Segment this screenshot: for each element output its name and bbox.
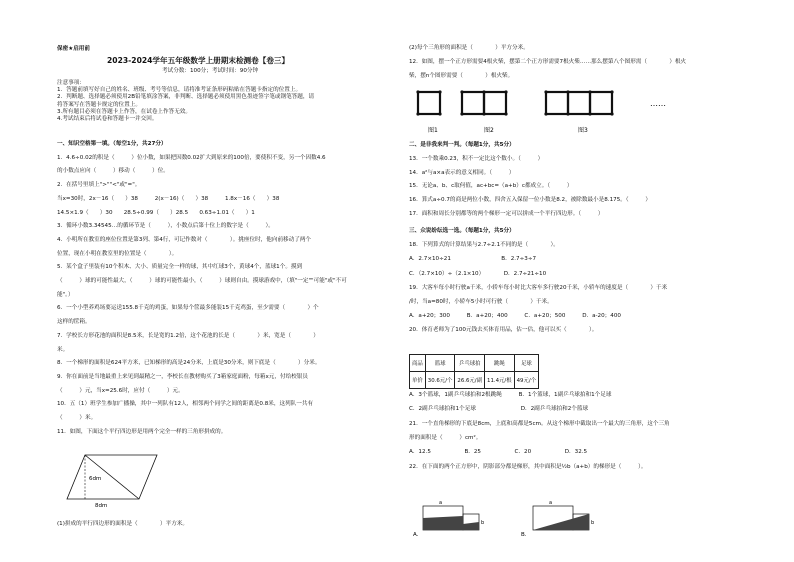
fig2-label: 图2 <box>484 127 494 134</box>
question-line: 7．学校长方形花池的面积是8.5米，长是宽的1.2倍，这个花池的长是（ ）米，宽是（ ） <box>57 332 319 339</box>
table-cell: 单价 <box>410 372 426 389</box>
true-false-line: 16．算式a÷0.7的商是两位小数，四舍五入保留一位小数是8.2，被除数最小是8.175。（ ） <box>409 197 652 204</box>
choice-line: C．2副乒乓球拍和1个足球 D．2副乒乓球拍和2个篮球 <box>409 406 589 413</box>
note-item: 2．判断题、选择题必须使用2B铅笔填涂答案，非判断、选择题必须使用黑色墨迹签字笔或钢笔答题，请 <box>57 94 315 101</box>
question-line: （ ）球的可能性最大，（ ）球的可能性最小，（ ）球则自由。摸球游戏中，（填"一定""可能"或"不可 <box>57 278 347 284</box>
question-line: 6．一个小型养鸡场要运送155.8千克的鸡蛋，如果每个筐最多能装15千克鸡蛋，至少需要（ ）个 <box>57 305 319 312</box>
question-line: 11．如图，下面这个平行四边形是用两个完全一样的三角形拼成的。 <box>57 428 227 435</box>
label-b: b <box>481 520 485 526</box>
question-line: 14.5×1.9（ ）30 28.5÷0.99（ ）28.5 0.63÷1.01（ ）1 <box>57 209 255 216</box>
true-false-line: 13．一个数乘0.23，积不一定比这个数小。（ ） <box>409 155 544 162</box>
table-cell: 30.6元/个 <box>425 372 455 389</box>
question-line: （ ）米。 <box>57 415 97 421</box>
choice-line: 18．下列算式的计算结果与2.7÷2.1不同的是（ ）。 <box>409 242 559 249</box>
table-cell: 跳绳 <box>485 355 515 372</box>
option-b-label: B． <box>521 532 531 538</box>
label-a: a <box>549 500 553 506</box>
option-a-label: A． <box>413 532 423 538</box>
true-false-line: 14．a²与a×a表示的意义相同。（ ） <box>409 169 515 176</box>
question-line: 一、知识空格第一填。（每空1分，共27分） <box>57 141 167 147</box>
question-line: 柴，摆n个图形需要（ ）根火柴。 <box>409 73 514 79</box>
true-false-line: 15．无论a、b、c取何值，ac+bc=（a+b）c都成立。（ ） <box>409 183 573 190</box>
table-cell: 26.6元/副 <box>455 372 485 389</box>
true-false-line: 二、是非我来判一判。（每题1分，共5分） <box>409 142 515 148</box>
choice-line: C．（2.7×10）÷（2.1×10） D．2.7÷21÷10 <box>409 270 547 277</box>
choice-line: A．2.7×10÷21 B．2.7÷3÷7 <box>409 256 537 263</box>
question-line: 2．在括号里填上">""<"或"="。 <box>57 182 141 189</box>
question-line: 当x=30时，2x－16（ ）38 2(x－16)（ ）38 1.8x－16（ ）38 <box>57 195 280 202</box>
question-line: 8．一个梯形的面积是624平方米，已知梯形的高是24分米，上底是30分米，则下底是（ ）分米。 <box>57 360 321 367</box>
label-a: a <box>439 500 443 506</box>
choice-line: 21．一个直角梯形的下底是8cm，上底和高都是5cm。从这个梯形中截取出一个最大的三角形，这个三角 <box>409 420 670 427</box>
question-line: 这样的筐箱。 <box>57 319 91 326</box>
table-cell: 11.4元/根 <box>485 372 515 389</box>
question-line: 10．五（1）班学生参加广播操，其中一列队有12人，相邻两个同学之间的距离是0.8米，这列队一共有 <box>57 401 314 408</box>
question-line: 的小数点应向（ ）移动（ ）位。 <box>57 168 169 175</box>
table-row <box>410 355 539 372</box>
notes-heading: 注意事项： <box>57 80 85 86</box>
question-line: 9．你在面前是当地最重上来见到最精之一，李校长在教材购买了3箱家庭面粉，每箱x元，付给校银员 <box>57 373 308 380</box>
question-line: 能"。） <box>57 291 74 298</box>
choice-line: A．a+20；300 B．a+20；400 C．a+20；500 D．a-20；400 <box>409 313 621 320</box>
question-line: 12．如图，摆一个正方形需要4根火柴，摆第二个正方形需要7根火柴……那么摆第八个图形需（ ）根火 <box>409 59 687 65</box>
choice-line: 20．体育老师为了100元钱去买体育用品，估一估，他可以买（ ）。 <box>409 327 598 334</box>
note-item: 3.所有题目必须在答题卡上作答，在试卷上作答无效。 <box>57 108 191 115</box>
ellipsis: …… <box>650 99 666 108</box>
question-line: （ ）元，当x=25.6时，应付（ ）元。 <box>57 387 184 394</box>
table-row <box>410 372 539 389</box>
matchstick-figures <box>414 88 714 138</box>
price-table <box>409 354 539 389</box>
question-line: 位置，现在小明在教室里的位置是（ ）。 <box>57 250 178 257</box>
question-line: 1．4.6÷0.02的积是（ ）位小数，如果把因数0.02扩大到原来的100倍，要使积不变，另一个因数4.6 <box>57 154 326 161</box>
table-cell: 商品 <box>410 355 426 372</box>
q11-part1: (1)拼成的平行四边形的面积是（ ）平方米。 <box>57 521 188 527</box>
choice-line: 形的面积是（ ）cm²。 <box>409 434 482 441</box>
choice-line: 19．大客车每小时行驶a千米，小轿车每小时比大客车多行驶20千米，小轿车的速度是（ ）千米 <box>409 284 668 291</box>
table-cell: 篮球 <box>425 355 455 372</box>
base-label: 8dm <box>95 503 108 509</box>
note-item: 1．答题前填写好自己的姓名、班级、考号等信息，请将准考证条形码粘贴在答题卡指定的位置上。 <box>57 87 302 93</box>
choice-line: 三、众说纷纭选一选。（每题1分，共5分） <box>409 228 515 234</box>
fig3-label: 图3 <box>578 127 588 134</box>
true-false-line: 17．面积和周长分别都等的两个梯形一定可以拼成一个平行四边形。（ ） <box>409 211 604 217</box>
q22-figures <box>413 498 613 538</box>
note-item: 将答案写在答题卡规定的位置上。 <box>57 101 141 108</box>
exam-title: 2023-2024学年五年级数学上册期末检测卷【卷三】 <box>107 56 290 65</box>
question-line: 4．小明所在教室的座位位置是第3列、第4行，可记作数对（ ）。挑座位时，他向前移动了两个 <box>57 236 312 243</box>
choice-line: A．12.5 B．25 C．20 D．32.5 <box>409 449 588 456</box>
choice-line: /时，当a=80时，小轿车5小时可行驶（ ）千米。 <box>409 299 553 305</box>
height-label: 6dm <box>89 476 102 482</box>
note-item: 4.考试结束后将试卷和答题卡一并交回。 <box>57 116 158 123</box>
choice-line: A．3个篮球，1副乒乓球拍和2根跳绳 B．1个篮球，1副乒乓球拍和1个足球 <box>409 392 612 398</box>
parallelogram-figure <box>65 447 175 507</box>
question-line: 3．循环小数3.34545…的循环节是（ ），小数点后第十位上的数字是（ ）。 <box>57 223 274 230</box>
question-line: (2)每个三角形的面积是（ ）平方分米。 <box>409 45 529 51</box>
label-b: b <box>591 520 595 526</box>
fig1-label: 图1 <box>428 127 438 134</box>
exam-subtitle: 考试分数：100分；考试时间：90分钟 <box>162 68 259 74</box>
table-cell: 足球 <box>514 355 538 372</box>
question-line: 米。 <box>57 346 69 353</box>
choice-line: 22．在下面的两个正方形中，阴影部分都是梯形，其中面积是½b（a+b）的梯形是（ ）。 <box>409 463 647 470</box>
table-cell: 49元/个 <box>514 372 538 389</box>
confidential-label: 保密★启用前 <box>57 46 90 52</box>
table-cell: 乒乓球拍 <box>455 355 485 372</box>
question-line: 5．某个盒子里装有10个积木、大小、质量完全一样的球，其中红球3个，黄球4个，蓝球1个。摸到 <box>57 264 303 271</box>
